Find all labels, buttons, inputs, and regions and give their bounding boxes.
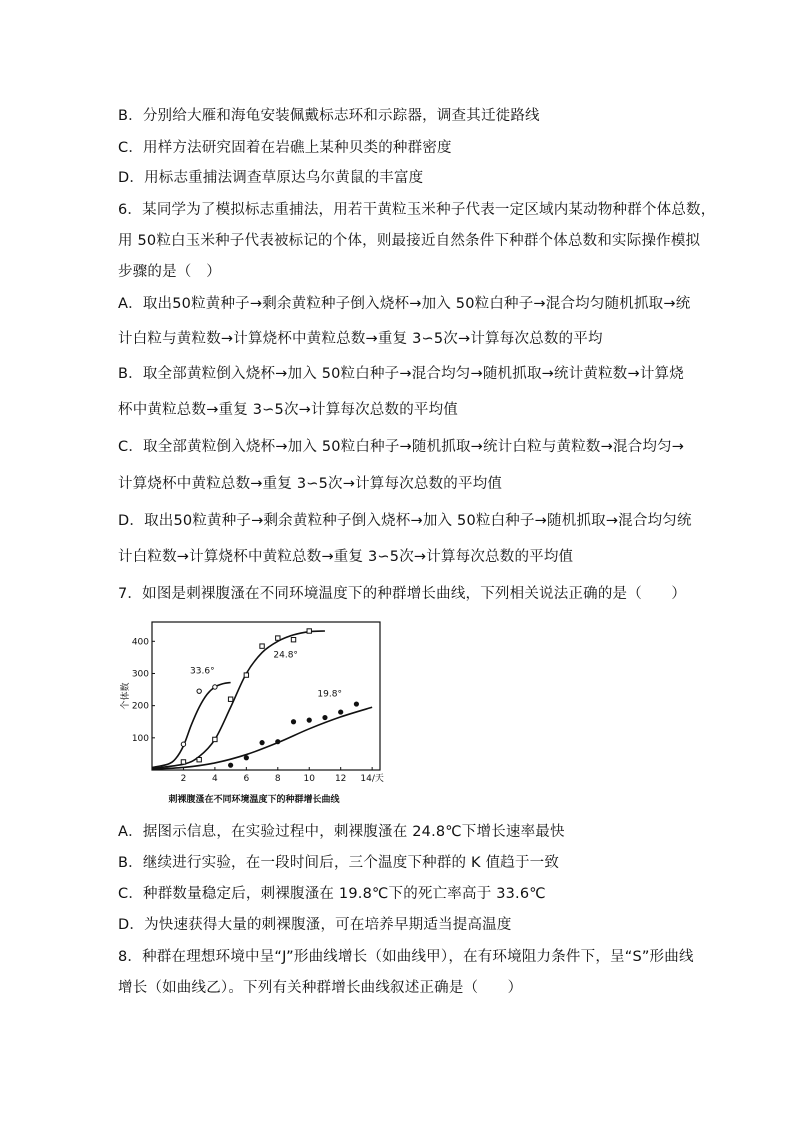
y-tick-label: 300: [131, 669, 149, 680]
point-19-8: [228, 763, 233, 768]
point-33-6: [197, 689, 201, 693]
x-tick-label: 14/天: [360, 774, 384, 784]
y-tick-label: 100: [131, 733, 149, 744]
point-19-8: [275, 739, 280, 744]
chart-svg: [118, 614, 390, 810]
y-tick-label: 400: [131, 637, 149, 648]
series-label-33-6: 33.6°: [190, 666, 215, 677]
q7-stem: 7．如图是刺裸腹溞在不同环境温度下的种群增长曲线，下列相关说法正确的是（ ）: [118, 586, 687, 602]
point-19-8: [354, 701, 359, 706]
q6-stem-line-3: 步骤的是（ ）: [118, 264, 221, 280]
x-tick-label: 8: [274, 774, 281, 784]
x-tick-label: 4: [212, 774, 218, 784]
point-24-8: [307, 629, 311, 633]
point-33-6: [213, 685, 217, 689]
curve-33-6: [152, 682, 231, 767]
q6-option-c-line-1: C．取全部黄粒倒入烧杯→加入 50粒白种子→随机抓取→统计白粒与黄粒数→混合均匀→: [118, 439, 685, 455]
q8-stem-line-1: 8．种群在理想环境中呈“J”形曲线增长（如曲线甲），在有环境阻力条件下，呈“S”形曲线: [118, 949, 694, 965]
q6-option-d-line-2: 计白粒数→计算烧杯中黄粒总数→重复 3∽5次→计算每次总数的平均值: [118, 549, 574, 565]
point-19-8: [338, 709, 343, 714]
x-tick-label: 10: [303, 774, 315, 784]
y-tick-label: 200: [131, 701, 149, 712]
point-24-8: [197, 758, 201, 762]
point-19-8: [322, 715, 327, 720]
point-24-8: [213, 737, 217, 741]
x-tick-label: 12: [334, 774, 347, 784]
q7-option-b: B．继续进行实验，在一段时间后，三个温度下种群的 K 值趋于一致: [118, 855, 560, 871]
population-growth-chart: [118, 614, 390, 810]
point-24-8: [276, 636, 280, 640]
point-19-8: [244, 755, 249, 760]
q6-option-c-line-2: 计算烧杯中黄粒总数→重复 3∽5次→计算每次总数的平均值: [118, 476, 503, 492]
x-tick-label: 6: [243, 774, 250, 784]
curve-24-8: [152, 631, 325, 768]
chart-caption: 刺裸腹溞在不同环境温度下的种群增长曲线: [168, 795, 340, 805]
y-axis-label: 个体数: [121, 682, 131, 710]
point-24-8: [228, 697, 232, 701]
q6-stem-line-1: 6．某同学为了模拟标志重捕法，用若干黄粒玉米种子代表一定区域内某动物种群个体总数，: [118, 202, 716, 218]
series-label-24-8: 24.8°: [273, 650, 298, 661]
q6-option-a-line-1: A．取出50粒黄种子→剩余黄粒种子倒入烧杯→加入 50粒白种子→混合均匀随机抓取→统: [118, 296, 691, 312]
point-19-8: [307, 718, 312, 723]
point-19-8: [291, 719, 296, 724]
point-24-8: [260, 644, 264, 648]
q8-stem-line-2: 增长（如曲线乙）。下列有关种群增长曲线叙述正确是（ ）: [118, 980, 523, 996]
q7-option-d: D．为快速获得大量的刺裸腹溞，可在培养早期适当提高温度: [118, 917, 512, 933]
q6-option-b-line-2: 杯中黄粒总数→重复 3∽5次→计算每次总数的平均值: [118, 402, 459, 418]
q5-option-b: B．分别给大雁和海龟安装佩戴标志环和示踪器，调查其迁徙路线: [118, 108, 540, 124]
x-tick-label: 2: [180, 774, 187, 784]
point-24-8: [181, 760, 185, 764]
q6-option-a-line-2: 计白粒与黄粒数→计算烧杯中黄粒总数→重复 3∽5次→计算每次总数的平均: [118, 331, 603, 347]
point-24-8: [291, 637, 295, 641]
q7-option-a: A．据图示信息，在实验过程中，刺裸腹溞在 24.8℃下增长速率最快: [118, 824, 565, 840]
q5-option-d: D．用标志重捕法调查草原达乌尔黄鼠的丰富度: [118, 170, 424, 186]
q6-stem-line-2: 用 50粒白玉米种子代表被标记的个体，则最接近自然条件下种群个体总数和实际操作模拟: [118, 233, 701, 249]
point-24-8: [244, 673, 248, 677]
q6-option-b-line-1: B．取全部黄粒倒入烧杯→加入 50粒白种子→混合均匀→随机抓取→统计黄粒数→计算烧: [118, 366, 684, 382]
q6-option-d-line-1: D．取出50粒黄种子→剩余黄粒种子倒入烧杯→加入 50粒白种子→随机抓取→混合均匀统: [118, 513, 692, 529]
q5-option-c: C．用样方法研究固着在岩礁上某种贝类的种群密度: [118, 140, 452, 156]
point-19-8: [259, 740, 264, 745]
q7-option-c: C．种群数量稳定后，刺裸腹溞在 19.8℃下的死亡率高于 33.6℃: [118, 886, 546, 902]
series-label-19-8: 19.8°: [317, 689, 342, 700]
point-33-6: [181, 742, 185, 746]
